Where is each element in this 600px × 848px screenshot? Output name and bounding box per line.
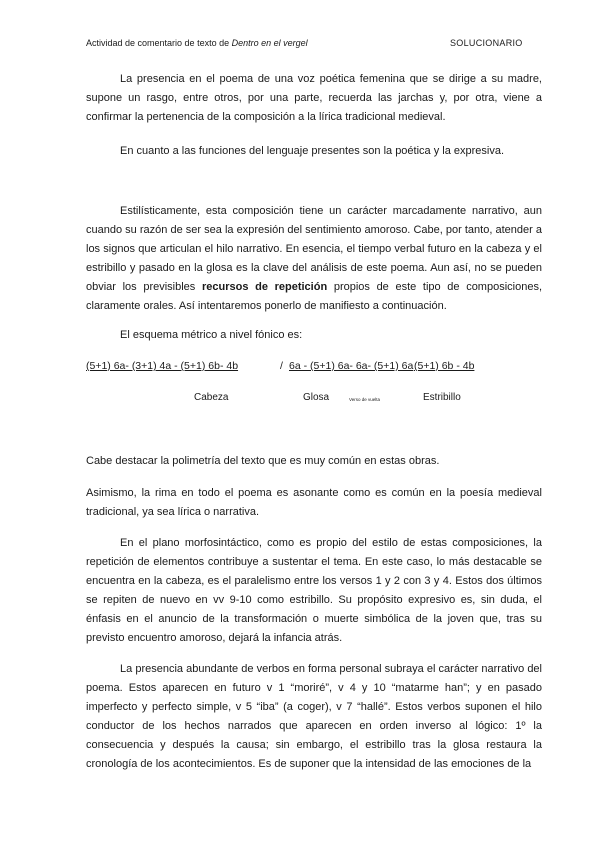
paragraph-morfosintactico: En el plano morfosintáctico, como es propio del estilo de estas composiciones, la repetición de elementos contribuye a sustentar el tema. En este caso, lo más destacable se encuentra en la cabeza, es el paralelismo entre los versos 1 y 2 con 3 y 4. Estos dos últimos se repiten de nuevo en vv 9-10 como estribillo. Su propósito expresivo es, sin duda, el énfasis en el anuncio de la transformación o muerte simbólica de la joven que, tras su previsto encuentro amoroso, dejará la infancia atrás.	[86, 537, 542, 644]
paragraph-verbos: La presencia abundante de verbos en forma personal subraya el carácter narrativo del poema. Estos aparecen en futuro v 1 “moriré”, v 4 y 10 “matarme han”; y en pasado imperfecto y perfecto simple, v 5 “iba” (a coger), v 7 “hallé”. Estos verbos suponen el hilo conductor de los hechos narrados que aparecen en orden inverso al lógico: 1º la consecuencia y después la causa; sin embargo, el estribillo tras la glosa restaura la cronología de los acontecimientos. Es de suponer que la intensidad de las emociones de la	[86, 663, 542, 770]
label-verso-vuelta: Verso de vuelta	[349, 397, 381, 402]
paragraph-polimetria: Cabe destacar la polimetría del texto que es muy común en estas obras.	[86, 455, 440, 467]
header-poem-title: Dentro en el vergel	[231, 38, 308, 48]
header-right: SOLUCIONARIO	[450, 38, 523, 48]
paragraph-stylistic-b: propios de este tipo de composiciones, claramente orales. Así intentaremos ponerlo de manifiesto a continuación.	[86, 281, 543, 312]
label-glosa: Glosa	[303, 392, 330, 403]
paragraph-functions: En cuanto a las funciones del lenguaje presentes son la poética y la expresiva.	[120, 145, 505, 157]
paragraph-stylistic	[86, 202, 542, 316]
paragraph-voice: La presencia en el poema de una voz poética femenina que se dirige a su madre, supone un rasgo, entre otros, por una parte, recuerda las jarchas y, por otra, viene a confirmar la pertenencia de la composición a la lírica tradicional medieval.	[86, 73, 542, 123]
scheme-cabeza: (5+1) 6a- (3+1) 4a - (5+1) 6b- 4b	[86, 360, 239, 372]
label-cabeza: Cabeza	[194, 392, 229, 403]
scheme-glosa: 6a - (5+1) 6a- 6a- (5+1) 6a	[289, 360, 414, 372]
scheme-separator: /	[280, 360, 283, 372]
paragraph-metric-intro: El esquema métrico a nivel fónico es:	[120, 329, 303, 341]
scheme-estribillo: (5+1) 6b - 4b	[414, 360, 475, 372]
paragraph-rima: Asimismo, la rima en todo el poema es asonante como es común en la poesía medieval tradicional, ya sea lírica o narrativa.	[86, 487, 542, 518]
header-prefix: Actividad de comentario de texto de	[86, 38, 232, 48]
header-left	[86, 38, 308, 48]
repetition-resources-bold: recursos de repetición	[201, 281, 328, 293]
paragraph-stylistic-a: Estilísticamente, esta composición tiene un carácter marcadamente narrativo, aun cuando su razón de ser sea la expresión del sentimiento amoroso. Cabe, por tanto, atender a los signos que articulan el hilo narrativo. En esencia, el tiempo verbal futuro en la cabeza y el estribillo y pasado en la glosa es la clave del análisis de este poema. Aun así, no se pueden obviar los previsibles	[86, 205, 542, 293]
label-estribillo: Estribillo	[423, 392, 461, 403]
